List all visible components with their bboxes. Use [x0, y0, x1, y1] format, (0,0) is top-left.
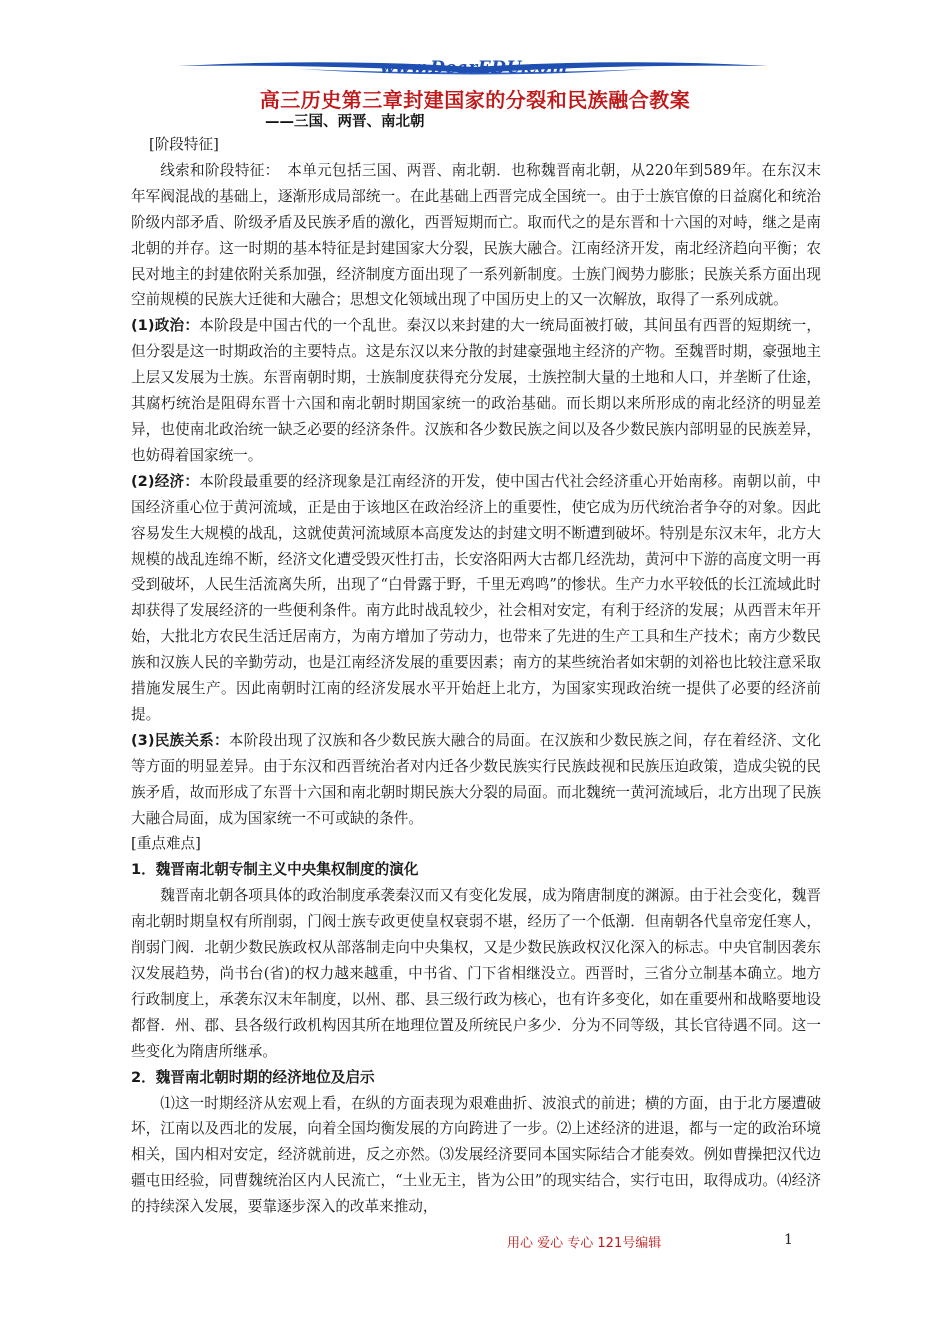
politics-paragraph — [131, 313, 821, 468]
document-body — [131, 132, 821, 1220]
site-url: www.DearEDU.com — [380, 58, 568, 78]
footer-credit: 用心 爱心 专心 121号编辑 — [507, 1236, 662, 1251]
point2-paragraph: ⑴这一时期经济从宏观上看，在纵的方面表现为艰难曲折、波浪式的前进；横的方面，由于北方屡遭破坏，江南以及西北的发展，向着全国均衡发展的方向跨进了一步。⑵上述经济的进退，都与一定的政治环境相关，国内相对安定，经济就前进，反之亦然。⑶发展经济要同本国实际结合才能奏效。例如曹操把汉代边疆屯田经验，同曹魏统治区内人民流亡，“土业无主，皆为公田”的现实结合，实行屯田，取得成功。⑷经济的持续深入发展，要靠逐步深入的改革来推动， — [131, 1094, 821, 1216]
point2-heading: 2．魏晋南北朝时期的经济地位及启示 — [131, 1068, 375, 1086]
document-title: 高三历史第三章封建国家的分裂和民族融合教案 — [259, 88, 691, 112]
economy-paragraph — [131, 469, 821, 728]
ethnic-label: (3)民族关系： — [131, 731, 229, 749]
point1-heading: 1．魏晋南北朝专制主义中央集权制度的演化 — [131, 861, 419, 879]
key-points-heading: [重点难点] — [131, 835, 201, 853]
page-number: 1 — [784, 1232, 793, 1248]
ethnic-text: 本阶段出现了汉族和各少数民族大融合的局面。在汉族和少数民族之间，存在着经济、文化等方面的明显差异。由于东汉和西晋统治者对内迁各少数民族实行民族歧视和民族压迫政策，造成尖锐的民族矛盾，故而形成了东晋十六国和南北朝时期民族大分裂的局面。而北魏统一黄河流域后，北方出现了民族大融合局面，成为国家统一不可或缺的条件。 — [131, 731, 821, 827]
ethnic-paragraph — [131, 728, 821, 832]
document-subtitle: ——三国、两晋、南北朝 — [265, 114, 425, 130]
economy-label: (2)经济： — [131, 472, 200, 490]
politics-label: (1)政治： — [131, 317, 200, 335]
politics-text: 本阶段是中国古代的一个乱世。秦汉以来封建的大一统局面被打破，其间虽有西晋的短期统一，但分裂是这一时期政治的主要特点。这是东汉以来分散的封建豪强地主经济的产物。至魏晋时期，豪强地主上层又发展为士族。东晋南朝时期，士族制度获得充分发展，士族控制大量的土地和人口，并垄断了仕途，其腐朽统治是阻碍东晋十六国和南北朝时期国家统一的政治基础。而长期以来所形成的南北经济的明显差异，也使南北政治统一缺乏必要的经济条件。汉族和各少数民族之间以及各少数民族内部明显的民族差异，也妨碍着国家统一。 — [131, 317, 821, 464]
stage-intro-paragraph: 线索和阶段特征： 本单元包括三国、两晋、南北朝．也称魏晋南北朝，从220年到589年。在东汉末年军阀混战的基础上，逐渐形成局部统一。在此基础上西晋完成全国统一。由于士族官僚的日益腐化和统治阶级内部矛盾、阶级矛盾及民族矛盾的激化，西晋短期而亡。取而代之的是东晋和十六国的对峙，继之是南北朝的并存。这一时期的基本特征是封建国家大分裂，民族大融合。江南经济开发，南北经济趋向平衡；农民对地主的封建依附关系加强，经济制度方面出现了一系列新制度。士族门阀势力膨胀；民族关系方面出现空前规模的民族大迁徙和大融合；思想文化领域出现了中国历史上的又一次解放，取得了一系列成就。 — [131, 161, 821, 309]
economy-text: 本阶段最重要的经济现象是江南经济的开发，使中国古代社会经济重心开始南移。南朝以前，中国经济重心位于黄河流域，正是由于该地区在政治经济上的重要性，使它成为历代统治者争夺的对象。因此容易发生大规模的战乱，这就使黄河流域原本高度发达的封建文明不断遭到破坏。特别是东汉末年，北方大规模的战乱连绵不断，经济文化遭受毁灭性打击，长安洛阳两大古都几经洗劫，黄河中下游的高度文明一再受到破坏，人民生活流离失所，出现了“白骨露于野，千里无鸡鸣”的惨状。生产力水平较低的长江流域此时却获得了发展经济的一些便利条件。南方此时战乱较少，社会相对安定，有利于经济的发展；从西晋末年开始，大批北方农民生活迁居南方，为南方增加了劳动力，也带来了先进的生产工具和生产技术；南方少数民族和汉族人民的辛勤劳动，也是江南经济发展的重要因素；南方的某些统治者如宋朝的刘裕也比较注意采取措施发展生产。因此南朝时江南的经济发展水平开始赶上北方，为国家实现政治统一提供了必要的经济前提。 — [131, 472, 821, 723]
stage-features-heading: [阶段特征] — [149, 136, 219, 153]
point1-paragraph: 魏晋南北朝各项具体的政治制度承袭秦汉而又有变化发展，成为隋唐制度的渊源。由于社会变化，魏晋南北朝时期皇权有所削弱，门阀士族专政更使皇权衰弱不堪，经历了一个低潮．但南朝各代皇帝宠任寒人，削弱门阀．北朝少数民族政权从部落制走向中央集权，又是少数民族政权汉化深入的标志。中央官制因袭东汉发展趋势，尚书台(省)的权力越来越重，中书省、门下省相继没立。西晋时，三省分立制基本确立。地方行政制度上，承袭东汉末年制度，以州、郡、县三级行政为核心，也有许多变化，如在重要州和战略要地设都督．州、郡、县各级行政机构因其所在地理位置及所统民户多少．分为不同等级，其长官待遇不同。这一些变化为隋唐所继承。 — [131, 887, 821, 1060]
